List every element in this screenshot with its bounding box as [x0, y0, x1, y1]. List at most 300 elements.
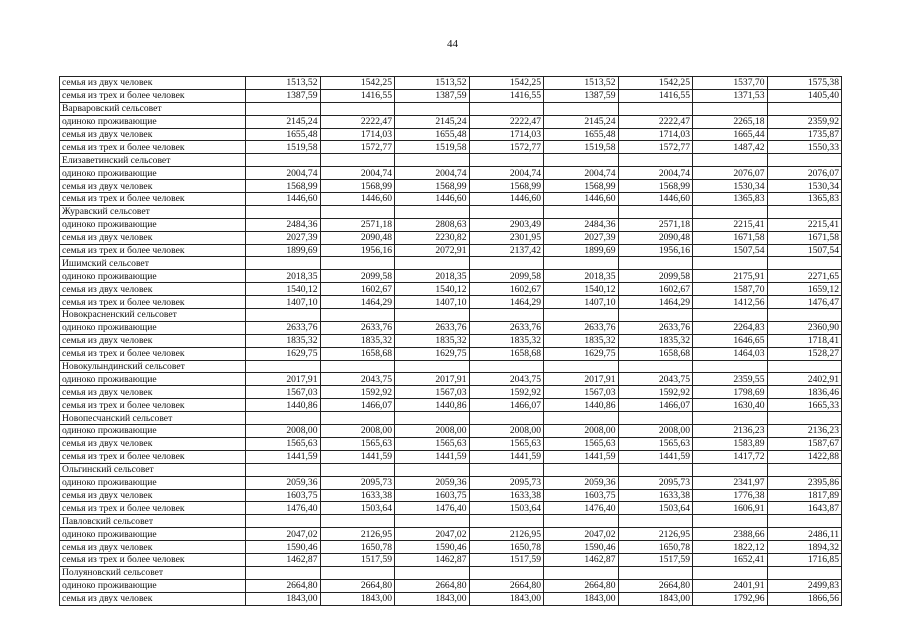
value-cell: 2402,91 — [767, 373, 842, 386]
table-row — [60, 553, 842, 566]
value-cell: 1440,86 — [395, 399, 470, 412]
value-cell: 1412,56 — [693, 296, 768, 309]
empty-cell — [767, 102, 842, 115]
table-row — [60, 141, 842, 154]
value-cell: 1462,87 — [544, 553, 619, 566]
value-cell: 1843,00 — [320, 592, 395, 605]
empty-cell — [395, 309, 470, 322]
value-cell: 1567,03 — [544, 386, 619, 399]
empty-cell — [469, 515, 544, 528]
row-label: семья из двух человек — [60, 231, 246, 244]
value-cell: 1835,32 — [618, 334, 693, 347]
value-cell: 1487,42 — [693, 141, 768, 154]
empty-cell — [767, 205, 842, 218]
table-row — [60, 128, 842, 141]
value-cell: 1714,03 — [618, 128, 693, 141]
value-cell: 2486,11 — [767, 528, 842, 541]
section-header-row — [60, 463, 842, 476]
empty-cell — [618, 154, 693, 167]
table-row — [60, 592, 842, 605]
value-cell: 2018,35 — [544, 270, 619, 283]
value-cell: 1528,27 — [767, 347, 842, 360]
value-cell: 1416,55 — [320, 89, 395, 102]
table-row — [60, 489, 842, 502]
value-cell: 1476,40 — [544, 502, 619, 515]
empty-cell — [693, 463, 768, 476]
value-cell: 1633,38 — [320, 489, 395, 502]
empty-cell — [246, 154, 321, 167]
empty-cell — [395, 515, 470, 528]
table-row — [60, 425, 842, 438]
value-cell: 1658,68 — [618, 347, 693, 360]
value-cell: 1575,38 — [767, 77, 842, 90]
value-cell: 2360,90 — [767, 321, 842, 334]
value-cell: 1542,25 — [618, 77, 693, 90]
empty-cell — [469, 257, 544, 270]
empty-cell — [618, 463, 693, 476]
value-cell: 1843,00 — [395, 592, 470, 605]
value-cell: 1365,83 — [693, 193, 768, 206]
row-label: одиноко проживающие — [60, 167, 246, 180]
value-cell: 1446,60 — [320, 193, 395, 206]
value-cell: 1568,99 — [469, 180, 544, 193]
empty-cell — [320, 463, 395, 476]
value-cell: 2043,75 — [469, 373, 544, 386]
table-row — [60, 167, 842, 180]
empty-cell — [544, 205, 619, 218]
table-row — [60, 193, 842, 206]
section-title: Ишимский сельсовет — [60, 257, 246, 270]
empty-cell — [693, 205, 768, 218]
value-cell: 2076,07 — [693, 167, 768, 180]
value-cell: 2095,73 — [469, 476, 544, 489]
empty-cell — [469, 102, 544, 115]
empty-cell — [544, 360, 619, 373]
empty-cell — [395, 154, 470, 167]
value-cell: 1572,77 — [469, 141, 544, 154]
value-cell: 1835,32 — [544, 334, 619, 347]
table-row — [60, 270, 842, 283]
value-cell: 1658,68 — [469, 347, 544, 360]
row-label: семья из двух человек — [60, 541, 246, 554]
value-cell: 2095,73 — [320, 476, 395, 489]
value-cell: 1464,29 — [320, 296, 395, 309]
value-cell: 2359,92 — [767, 115, 842, 128]
value-cell: 1503,64 — [469, 502, 544, 515]
value-cell: 2137,42 — [469, 244, 544, 257]
value-cell: 1476,47 — [767, 296, 842, 309]
value-cell: 1464,29 — [469, 296, 544, 309]
table-row — [60, 579, 842, 592]
value-cell: 1441,59 — [618, 450, 693, 463]
value-cell: 2027,39 — [246, 231, 321, 244]
value-cell: 1568,99 — [544, 180, 619, 193]
value-cell: 1476,40 — [395, 502, 470, 515]
section-header-row — [60, 102, 842, 115]
value-cell: 1466,07 — [618, 399, 693, 412]
value-cell: 1568,99 — [618, 180, 693, 193]
value-cell: 1568,99 — [246, 180, 321, 193]
row-label: одиноко проживающие — [60, 115, 246, 128]
section-header-row — [60, 412, 842, 425]
empty-cell — [544, 309, 619, 322]
table-row — [60, 502, 842, 515]
table-row — [60, 334, 842, 347]
row-label: семья из трех и более человек — [60, 244, 246, 257]
value-cell: 1665,44 — [693, 128, 768, 141]
value-cell: 2664,80 — [544, 579, 619, 592]
table-row — [60, 437, 842, 450]
value-cell: 1835,32 — [246, 334, 321, 347]
value-cell: 2359,55 — [693, 373, 768, 386]
value-cell: 2004,74 — [544, 167, 619, 180]
value-cell: 1440,86 — [544, 399, 619, 412]
value-cell: 1476,40 — [246, 502, 321, 515]
value-cell: 2808,63 — [395, 218, 470, 231]
tariff-table — [59, 76, 842, 606]
value-cell: 2265,18 — [693, 115, 768, 128]
value-cell: 2571,18 — [618, 218, 693, 231]
table-row — [60, 476, 842, 489]
row-label: семья из трех и более человек — [60, 450, 246, 463]
empty-cell — [395, 412, 470, 425]
value-cell: 2222,47 — [469, 115, 544, 128]
section-title: Павловский сельсовет — [60, 515, 246, 528]
value-cell: 2126,95 — [320, 528, 395, 541]
value-cell: 1590,46 — [246, 541, 321, 554]
value-cell: 1655,48 — [544, 128, 619, 141]
value-cell: 1542,25 — [320, 77, 395, 90]
section-header-row — [60, 309, 842, 322]
empty-cell — [767, 463, 842, 476]
value-cell: 2499,83 — [767, 579, 842, 592]
value-cell: 1718,41 — [767, 334, 842, 347]
value-cell: 1441,59 — [469, 450, 544, 463]
value-cell: 1798,69 — [693, 386, 768, 399]
value-cell: 2271,65 — [767, 270, 842, 283]
value-cell: 1592,92 — [320, 386, 395, 399]
value-cell: 1507,54 — [767, 244, 842, 257]
section-header-row — [60, 515, 842, 528]
value-cell: 1633,38 — [618, 489, 693, 502]
value-cell: 1387,59 — [246, 89, 321, 102]
value-cell: 1650,78 — [320, 541, 395, 554]
value-cell: 1464,03 — [693, 347, 768, 360]
value-cell: 2301,95 — [469, 231, 544, 244]
value-cell: 2008,00 — [246, 425, 321, 438]
value-cell: 1835,32 — [320, 334, 395, 347]
value-cell: 2136,23 — [767, 425, 842, 438]
value-cell: 1407,10 — [544, 296, 619, 309]
empty-cell — [767, 360, 842, 373]
value-cell: 2633,76 — [395, 321, 470, 334]
value-cell: 1671,58 — [693, 231, 768, 244]
row-label: одиноко проживающие — [60, 425, 246, 438]
section-header-row — [60, 205, 842, 218]
empty-cell — [618, 412, 693, 425]
value-cell: 1565,63 — [544, 437, 619, 450]
value-cell: 1540,12 — [246, 283, 321, 296]
empty-cell — [395, 360, 470, 373]
section-title: Новокулындинский сельсовет — [60, 360, 246, 373]
empty-cell — [767, 154, 842, 167]
empty-cell — [246, 566, 321, 579]
value-cell: 2633,76 — [320, 321, 395, 334]
row-label: семья из трех и более человек — [60, 141, 246, 154]
value-cell: 1629,75 — [544, 347, 619, 360]
empty-cell — [246, 102, 321, 115]
value-cell: 1407,10 — [395, 296, 470, 309]
empty-cell — [469, 360, 544, 373]
empty-cell — [395, 566, 470, 579]
value-cell: 1792,96 — [693, 592, 768, 605]
empty-cell — [320, 257, 395, 270]
row-label: семья из двух человек — [60, 180, 246, 193]
value-cell: 1714,03 — [320, 128, 395, 141]
value-cell: 1567,03 — [395, 386, 470, 399]
value-cell: 1466,07 — [469, 399, 544, 412]
value-cell: 2222,47 — [320, 115, 395, 128]
empty-cell — [693, 309, 768, 322]
empty-cell — [693, 515, 768, 528]
row-label: одиноко проживающие — [60, 528, 246, 541]
value-cell: 1441,59 — [320, 450, 395, 463]
value-cell: 2008,00 — [544, 425, 619, 438]
value-cell: 2018,35 — [246, 270, 321, 283]
empty-cell — [767, 515, 842, 528]
section-title: Елизаветинский сельсовет — [60, 154, 246, 167]
value-cell: 2145,24 — [544, 115, 619, 128]
value-cell: 1817,89 — [767, 489, 842, 502]
row-label: семья из трех и более человек — [60, 502, 246, 515]
value-cell: 1894,32 — [767, 541, 842, 554]
value-cell: 2004,74 — [320, 167, 395, 180]
value-cell: 2027,39 — [544, 231, 619, 244]
value-cell: 2008,00 — [618, 425, 693, 438]
table-row — [60, 321, 842, 334]
value-cell: 1603,75 — [246, 489, 321, 502]
empty-cell — [544, 412, 619, 425]
empty-cell — [544, 515, 619, 528]
value-cell: 1446,60 — [469, 193, 544, 206]
value-cell: 2017,91 — [246, 373, 321, 386]
value-cell: 1899,69 — [544, 244, 619, 257]
value-cell: 1537,70 — [693, 77, 768, 90]
value-cell: 1899,69 — [246, 244, 321, 257]
empty-cell — [618, 205, 693, 218]
section-title: Новопесчанский сельсовет — [60, 412, 246, 425]
value-cell: 1540,12 — [395, 283, 470, 296]
value-cell: 2633,76 — [246, 321, 321, 334]
value-cell: 1565,63 — [320, 437, 395, 450]
value-cell: 1513,52 — [246, 77, 321, 90]
value-cell: 1630,40 — [693, 399, 768, 412]
value-cell: 1503,64 — [320, 502, 395, 515]
empty-cell — [693, 566, 768, 579]
row-label: семья из трех и более человек — [60, 296, 246, 309]
value-cell: 1714,03 — [469, 128, 544, 141]
value-cell: 1603,75 — [395, 489, 470, 502]
value-cell: 1462,87 — [246, 553, 321, 566]
table-row — [60, 244, 842, 257]
value-cell: 2059,36 — [544, 476, 619, 489]
empty-cell — [693, 360, 768, 373]
value-cell: 1572,77 — [618, 141, 693, 154]
value-cell: 2017,91 — [544, 373, 619, 386]
value-cell: 1567,03 — [246, 386, 321, 399]
value-cell: 1519,58 — [246, 141, 321, 154]
empty-cell — [469, 566, 544, 579]
value-cell: 2215,41 — [693, 218, 768, 231]
section-title: Полуяновский сельсовет — [60, 566, 246, 579]
table-row — [60, 399, 842, 412]
value-cell: 1633,38 — [469, 489, 544, 502]
value-cell: 1602,67 — [469, 283, 544, 296]
value-cell: 2388,66 — [693, 528, 768, 541]
value-cell: 1835,32 — [395, 334, 470, 347]
row-label: семья из трех и более человек — [60, 553, 246, 566]
value-cell: 2633,76 — [544, 321, 619, 334]
value-cell: 2903,49 — [469, 218, 544, 231]
value-cell: 2145,24 — [246, 115, 321, 128]
value-cell: 1652,41 — [693, 553, 768, 566]
table-row — [60, 296, 842, 309]
value-cell: 1735,87 — [767, 128, 842, 141]
value-cell: 1606,91 — [693, 502, 768, 515]
value-cell: 1602,67 — [618, 283, 693, 296]
section-title: Журавский сельсовет — [60, 205, 246, 218]
value-cell: 1542,25 — [469, 77, 544, 90]
empty-cell — [469, 205, 544, 218]
row-label: семья из двух человек — [60, 334, 246, 347]
row-label: семья из двух человек — [60, 77, 246, 90]
value-cell: 1507,54 — [693, 244, 768, 257]
value-cell: 1422,88 — [767, 450, 842, 463]
table-row — [60, 347, 842, 360]
value-cell: 1716,85 — [767, 553, 842, 566]
empty-cell — [767, 566, 842, 579]
value-cell: 2059,36 — [395, 476, 470, 489]
value-cell: 1866,56 — [767, 592, 842, 605]
value-cell: 1592,92 — [469, 386, 544, 399]
value-cell: 2004,74 — [469, 167, 544, 180]
value-cell: 1517,59 — [320, 553, 395, 566]
value-cell: 1643,87 — [767, 502, 842, 515]
row-label: семья из трех и более человек — [60, 193, 246, 206]
value-cell: 1835,32 — [469, 334, 544, 347]
table-row — [60, 386, 842, 399]
table-row — [60, 115, 842, 128]
empty-cell — [469, 463, 544, 476]
table-row — [60, 180, 842, 193]
value-cell: 1843,00 — [469, 592, 544, 605]
value-cell: 2004,74 — [395, 167, 470, 180]
row-label: одиноко проживающие — [60, 218, 246, 231]
value-cell: 2484,36 — [544, 218, 619, 231]
table-row — [60, 283, 842, 296]
value-cell: 1572,77 — [320, 141, 395, 154]
empty-cell — [320, 515, 395, 528]
value-cell: 2008,00 — [320, 425, 395, 438]
value-cell: 1446,60 — [395, 193, 470, 206]
value-cell: 1441,59 — [395, 450, 470, 463]
empty-cell — [395, 257, 470, 270]
value-cell: 2126,95 — [618, 528, 693, 541]
value-cell: 1590,46 — [395, 541, 470, 554]
row-label: одиноко проживающие — [60, 321, 246, 334]
empty-cell — [618, 309, 693, 322]
value-cell: 2090,48 — [320, 231, 395, 244]
value-cell: 2047,02 — [544, 528, 619, 541]
value-cell: 1416,55 — [618, 89, 693, 102]
value-cell: 1365,83 — [767, 193, 842, 206]
value-cell: 1592,92 — [618, 386, 693, 399]
value-cell: 1387,59 — [395, 89, 470, 102]
value-cell: 1371,53 — [693, 89, 768, 102]
value-cell: 1776,38 — [693, 489, 768, 502]
value-cell: 2043,75 — [618, 373, 693, 386]
section-title: Ольгинский сельсовет — [60, 463, 246, 476]
value-cell: 1629,75 — [395, 347, 470, 360]
table-row — [60, 450, 842, 463]
value-cell: 1462,87 — [395, 553, 470, 566]
section-header-row — [60, 154, 842, 167]
empty-cell — [469, 412, 544, 425]
row-label: одиноко проживающие — [60, 373, 246, 386]
row-label: семья из двух человек — [60, 283, 246, 296]
value-cell: 2145,24 — [395, 115, 470, 128]
value-cell: 1843,00 — [246, 592, 321, 605]
value-cell: 1550,33 — [767, 141, 842, 154]
empty-cell — [320, 309, 395, 322]
value-cell: 1519,58 — [395, 141, 470, 154]
value-cell: 2043,75 — [320, 373, 395, 386]
value-cell: 1650,78 — [469, 541, 544, 554]
value-cell: 1587,70 — [693, 283, 768, 296]
value-cell: 2633,76 — [469, 321, 544, 334]
page-number: 44 — [447, 38, 458, 50]
value-cell: 1407,10 — [246, 296, 321, 309]
value-cell: 1956,16 — [320, 244, 395, 257]
value-cell: 1565,63 — [618, 437, 693, 450]
empty-cell — [246, 309, 321, 322]
table-row — [60, 231, 842, 244]
empty-cell — [320, 102, 395, 115]
value-cell: 2341,97 — [693, 476, 768, 489]
value-cell: 2664,80 — [395, 579, 470, 592]
value-cell: 2395,86 — [767, 476, 842, 489]
table-row — [60, 218, 842, 231]
value-cell: 1836,46 — [767, 386, 842, 399]
row-label: одиноко проживающие — [60, 476, 246, 489]
value-cell: 1513,52 — [395, 77, 470, 90]
value-cell: 2099,58 — [469, 270, 544, 283]
empty-cell — [618, 102, 693, 115]
table-body — [60, 77, 842, 606]
value-cell: 1655,48 — [395, 128, 470, 141]
empty-cell — [544, 102, 619, 115]
value-cell: 2175,91 — [693, 270, 768, 283]
section-title: Новокрасненский сельсовет — [60, 309, 246, 322]
value-cell: 1565,63 — [469, 437, 544, 450]
empty-cell — [767, 257, 842, 270]
value-cell: 1650,78 — [618, 541, 693, 554]
empty-cell — [469, 309, 544, 322]
value-cell: 1629,75 — [246, 347, 321, 360]
value-cell: 1446,60 — [544, 193, 619, 206]
value-cell: 1565,63 — [246, 437, 321, 450]
value-cell: 2136,23 — [693, 425, 768, 438]
